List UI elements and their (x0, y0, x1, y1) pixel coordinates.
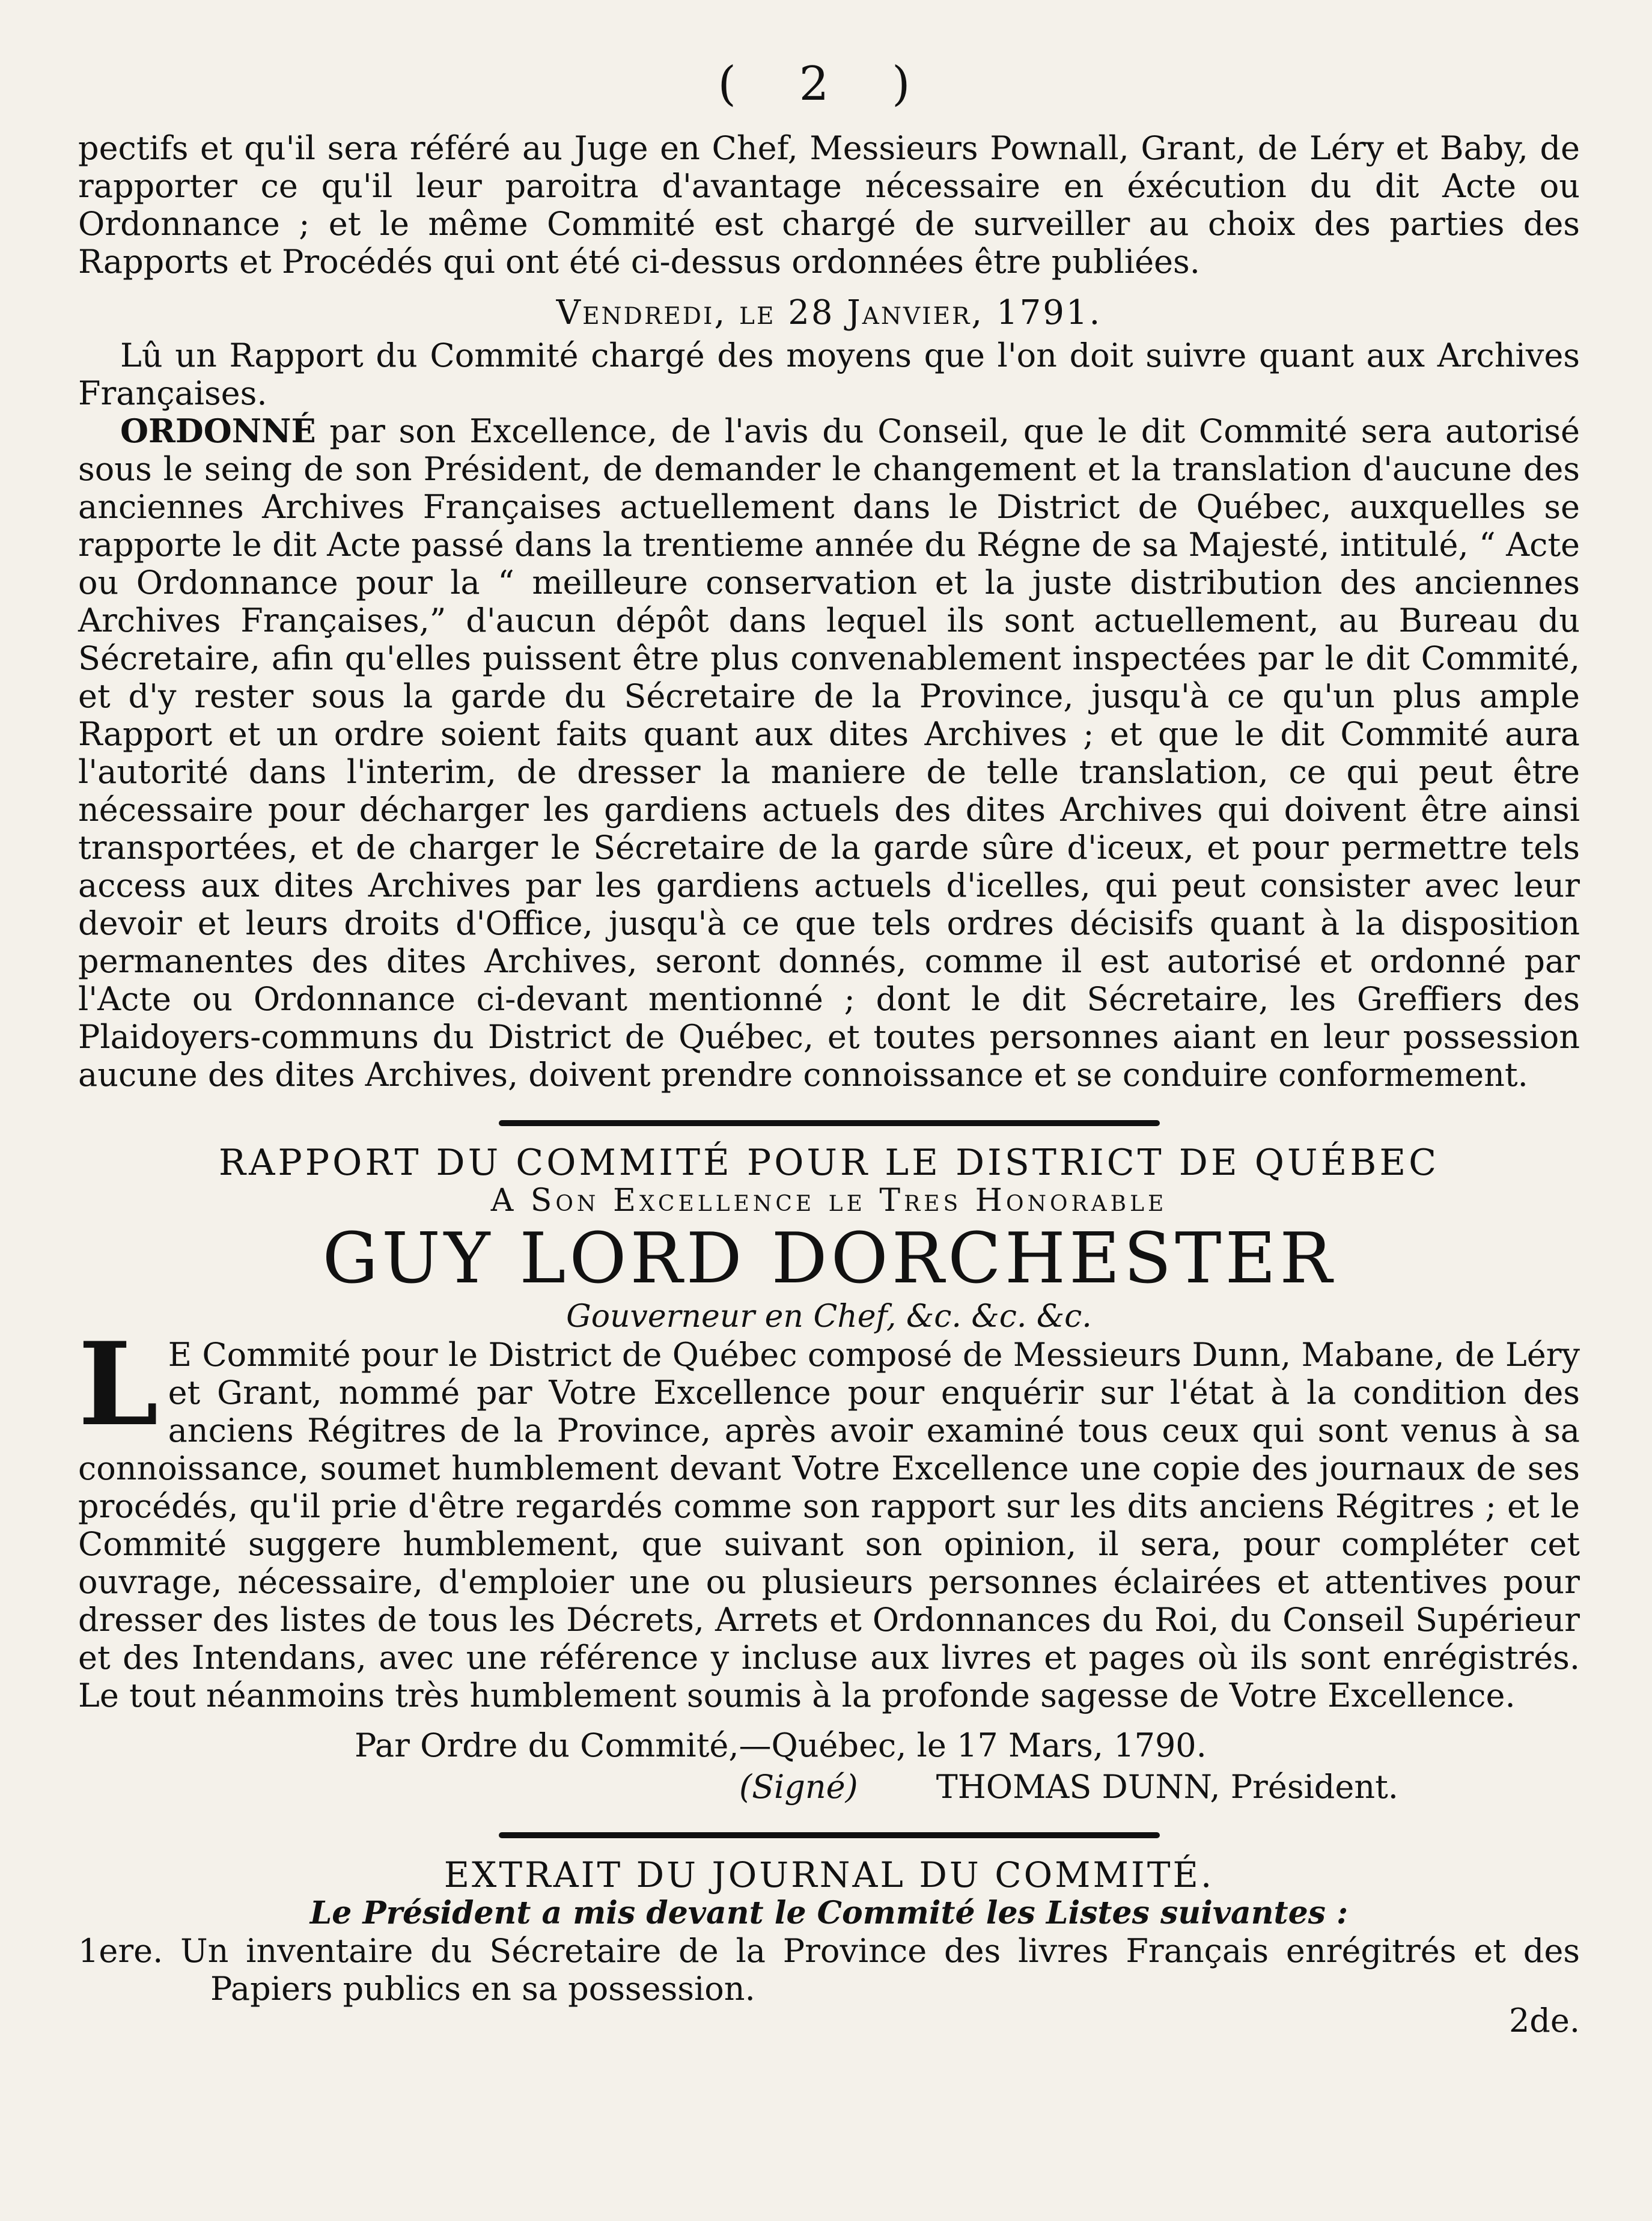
paragraph-continuation: pectifs et qu'il sera référé au Juge en Chef, Messieurs Pownall, Grant, de Léry et Baby, de rapporter ce qu'il leur paroitra d'avantage nécessaire en éxécution du dit Acte ou Ordonnance ; et le même Commité est chargé de surveiller au choix des parties des Rapports et Procédés qui ont été ci-dessus ordonnées être publiées. (78, 129, 1580, 281)
extract-subtitle: Le Président a mis devant le Commité les Listes suivantes : (309, 1895, 1349, 1931)
ordonne-lead: ORDONNÉ (120, 412, 316, 450)
body-text (78, 129, 1580, 2040)
ordonne-text: par son Excellence, de l'avis du Conseil, que le dit Commité sera autorisé sous le seing de son Président, de demander le changement et la translation d'aucune des anciennes Archives Françaises actuellement dans le District de Québec, auxquelles se rapporte le dit Acte passé dans la trentieme année du Régne de sa Majesté, intitulé, “ Acte ou Ordonnance pour la “ meilleure conservation et la juste distribution des anciennes Archives Françaises,” d'aucun dépôt dans lequel ils sont actuellement, au Bureau du Sécretaire, afin qu'elles puissent être plus convenablement inspectées par le dit Commité, et d'y rester sous la garde du Sécretaire de la Province, jusqu'à ce qu'un plus ample Rapport et un ordre soient faits quant aux dites Archives ; et que le dit Commité aura l'autorité dans l'interim, de dresser la maniere de telle translation, ce qui peut être nécessaire pour décharger les gardiens actuels des dites Archives qui doivent être ainsi transportées, et de charger le Sécretaire de la garde sûre d'iceux, et pour permettre tels access aux dites Archives par les gardiens actuels d'icelles, qui peut consister avec leur devoir et leurs droits d'Office, jusqu'à ce que tels ordres décisifs quant à la disposition permanentes des dites Archives, seront donnés, comme il est autorisé et ordonné par l'Acte ou Ordonnance ci-devant mentionné ; dont le dit Sécretaire, les Greffiers des Plaidoyers-communs du District de Québec, et toutes personnes aiant en leur possession aucune des dites Archives, doivent prendre connoissance et se conduire conformement. (78, 412, 1580, 1094)
addressee-title: Gouverneur en Chef, &c. &c. &c. (566, 1299, 1092, 1335)
drop-cap-letter: L (78, 1317, 159, 1451)
list-item-1: 1ere. Un inventaire du Sécretaire de la Province des livres Français enrégitrés et des Papiers publics en sa possession. (78, 1932, 1580, 2008)
date-heading: Vendredi, le 28 Janvier, 1791. (556, 293, 1102, 332)
extract-title: EXTRAIT DU JOURNAL DU COMMITÉ. (443, 1854, 1215, 1895)
committee-report-text: E Commité pour le District de Québec composé de Messieurs Dunn, Mabane, de Léry et Grant, nommé par Votre Excellence pour enquérir sur l'état à la condition des anciens Régitres de la Province, après avoir examiné tous ceux qui sont venus à sa connoissance, soumet humblement devant Votre Excellence une copie des journaux de ses procédés, qu'il prie d'être regardés comme son rapport sur les dits anciens Régitres ; et le Commité suggere humblement, que suivant son opinion, il sera, pour compléter cet ouvrage, nécessaire, d'emploier une ou plusieurs personnes éclairées et attentives pour dresser des listes de tous les Décrets, Arrets et Ordonnances du Roi, du Conseil Supérieur et des Intendans, avec une référence y incluse aux livres et pages où ils sont enrégistrés. Le tout néanmoins très humblement soumis à la profonde sagesse de Votre Excellence. (78, 1336, 1580, 1714)
par-ordre-line: Par Ordre du Commité,—Québec, le 17 Mars, 1790. (355, 1726, 1207, 1764)
report-title: RAPPORT DU COMMITÉ POUR LE DISTRICT DE QUÉBEC (218, 1142, 1440, 1184)
signatory-name: THOMAS DUNN, Président. (936, 1768, 1398, 1806)
section-divider (499, 1120, 1160, 1126)
signe-label: (Signé) (739, 1768, 858, 1806)
signature-line (739, 1768, 1580, 1806)
addressee-name: GUY LORD DORCHESTER (322, 1218, 1336, 1299)
report-subtitle: A Son Excellence le Tres Honorable (490, 1183, 1168, 1219)
section-divider-2 (499, 1832, 1160, 1838)
paragraph-ordonne (78, 412, 1580, 1094)
catchword: 2de. (1508, 2002, 1580, 2040)
page-number: ( 2 ) (718, 57, 934, 111)
paragraph-report-read: Lû un Rapport du Commité chargé des moyens que l'on doit suivre quant aux Archives Françaises. (78, 337, 1580, 412)
